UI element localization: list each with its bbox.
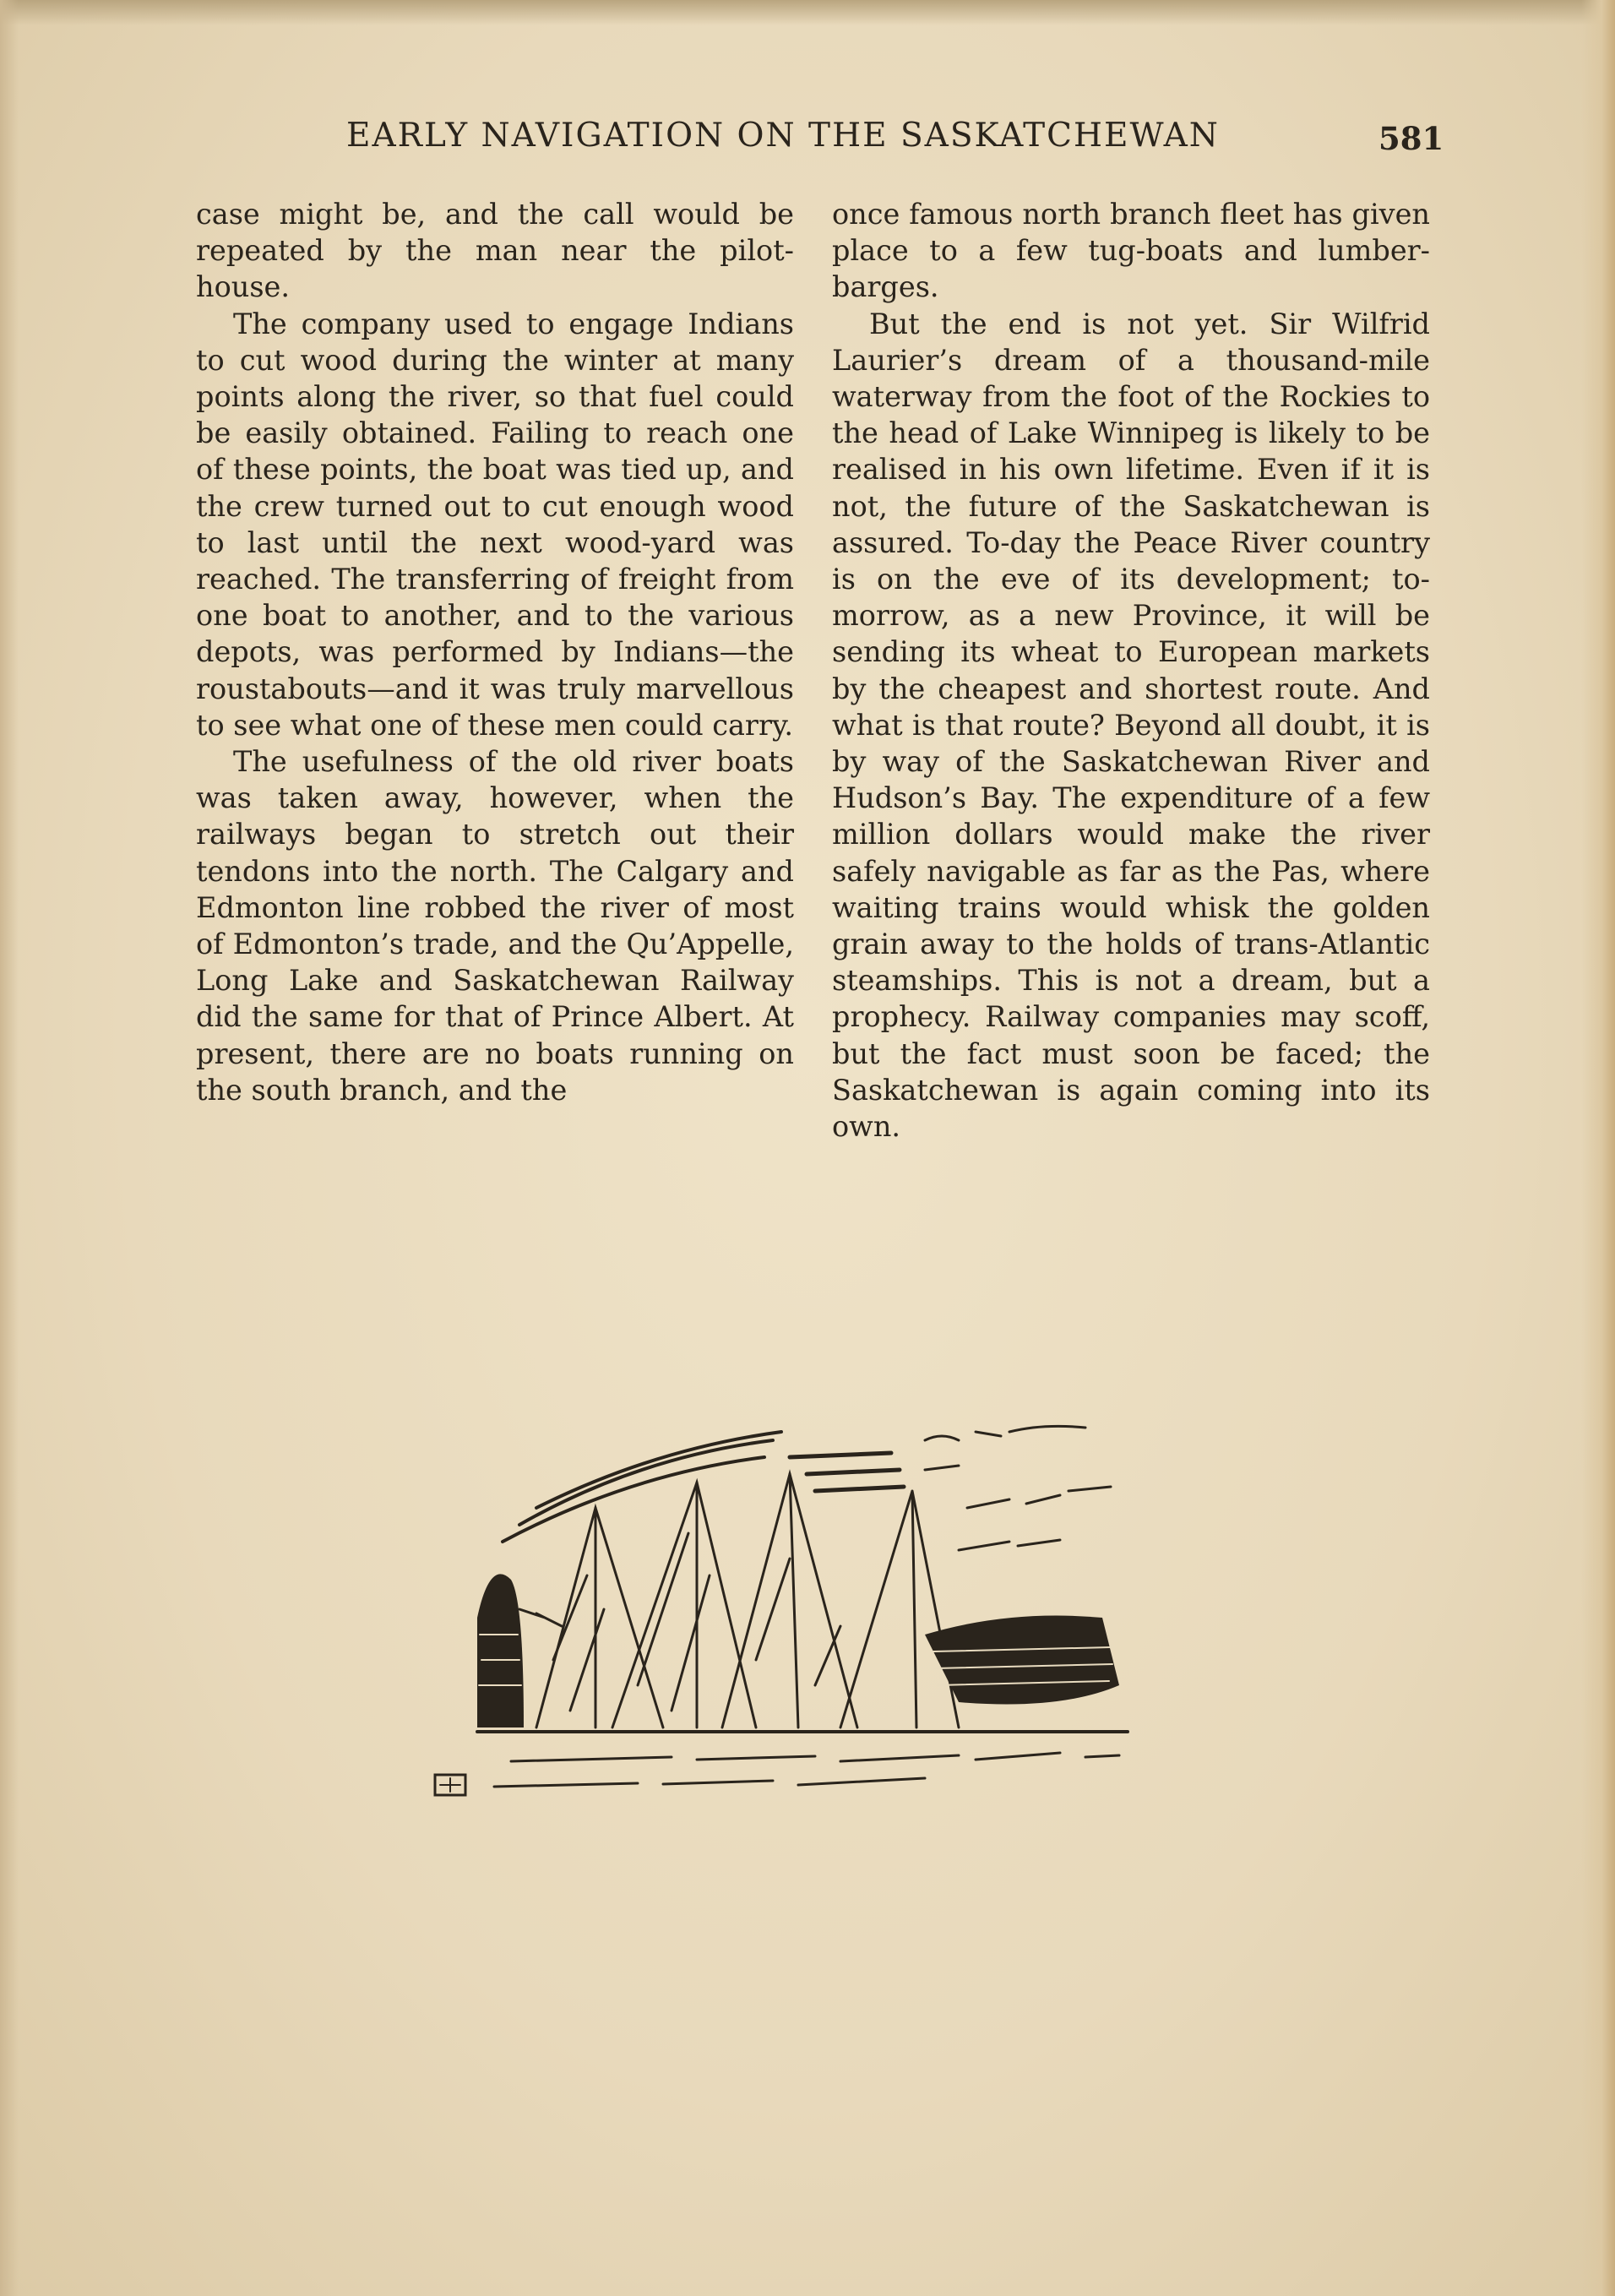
running-title: EARLY NAVIGATION ON THE SASKATCHEWAN — [346, 117, 1220, 155]
paragraph: The company used to engage Indians to cut wood during the winter at many points along the river, so that fuel could be easily obtained. Failing to reach one of these points, the boat was tied up, and the crew turned out to cut enough wood to last until the next wood-yard was reached. The transferring of freight from one boat to another, and to the various depots, was performed by Indians—the roustabouts—and it was truly marvellous to see what one of these men could carry. — [196, 307, 794, 742]
left-column — [196, 196, 794, 1108]
sailboats-sketch-illustration — [418, 1406, 1229, 1804]
sailboats-sketch-icon — [418, 1406, 1229, 1804]
paragraph: case might be, and the call would be repeated by the man near the pilot-house. — [196, 198, 794, 304]
paragraph: The usefulness of the old river boats was taken away, however, when the railways began to stretch out their tendons into the north. The Calgary and Edmonton line robbed the river of most of Edmonton’s trade, and the Qu’Appelle, Long Lake and Saskatchewan Railway did the same for that of Prince Albert. At present, there are no boats running on the south branch, and the — [196, 745, 794, 1107]
paragraph: But the end is not yet. Sir Wilfrid Laurier’s dream of a thousand-mile waterway from the foot of the Rockies to the head of Lake Winnipeg is likely to be realised in his own lifetime. Even if it is not, the future of the Saskatchewan is assured. To-day the Peace River country is on the eve of its development; to-morrow, as a new Province, it will be sending its wheat to European markets by the cheapest and shortest route. And what is that route? Beyond all doubt, it is by way of the Saskatchewan River and Hudson’s Bay. The expenditure of a few million dollars would make the river safely navigable as far as the Pas, where waiting trains would whisk the golden grain away to the holds of trans-Atlantic steamships. This is not a dream, but a prophecy. Railway companies may scoff, but the fact must soon be faced; the Saskatchewan is again coming into its own. — [832, 307, 1430, 1144]
page-left-edge — [0, 0, 19, 2296]
page-number: 581 — [1378, 120, 1444, 157]
right-column — [832, 196, 1430, 1145]
page-top-edge — [0, 0, 1615, 25]
paragraph: once famous north branch fleet has given place to a few tug-boats and lumber-barges. — [832, 198, 1430, 304]
page-right-edge — [1581, 0, 1615, 2296]
